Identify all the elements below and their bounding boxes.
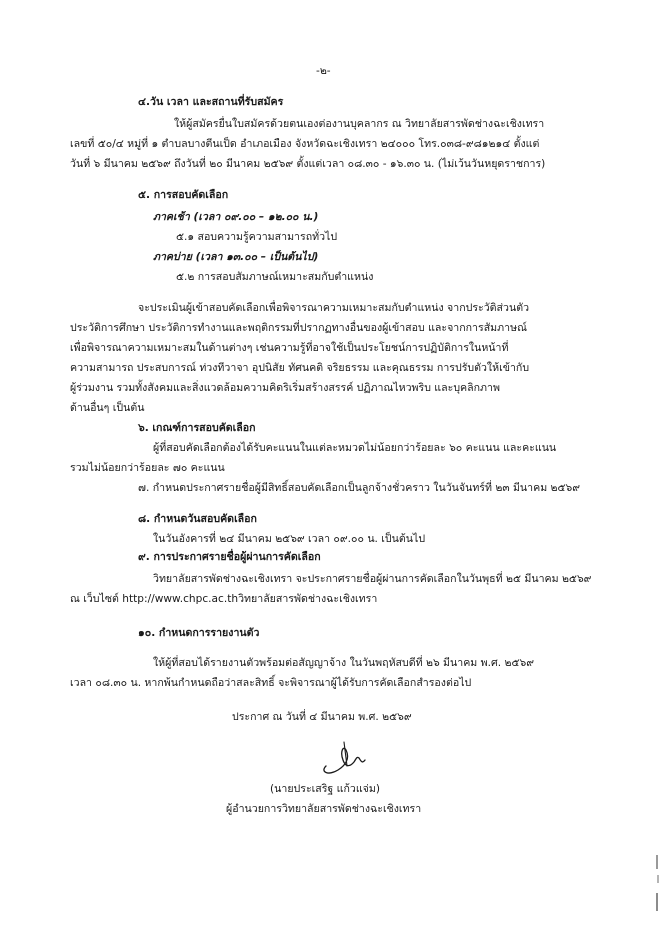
section-4-line: เลขที่ ๕๐/๔ หมู่ที่ ๑ ตำบลบางตีนเป็ด อำเภอเมือง จังหวัดฉะเชิงเทรา ๒๔๐๐๐ โทร.๐๓๘-๙๘๑๒๑๔ ตั้งแต่ (70, 138, 540, 150)
evaluation-paragraph-line: จะประเมินผู้เข้าสอบคัดเลือกเพื่อพิจารณาความเหมาะสมกับตำแหน่ง จากประวัติส่วนตัว (138, 302, 530, 314)
section-10-line: เวลา ๐๘.๓๐ น. หากพ้นกำหนดถือว่าสละสิทธิ์ จะพิจารณาผู้ได้รับการคัดเลือกสำรองต่อไป (70, 677, 472, 689)
section-9-heading: ๙. การประกาศรายชื่อผู้ผ่านการคัดเลือก (138, 551, 321, 563)
section-9-line: ณ เว็บไซต์ http://www.chpc.ac.thวิทยาลัยสารพัดช่างฉะเชิงเทรา (70, 593, 378, 605)
section-8-heading: ๘. กำหนดวันสอบคัดเลือก (138, 513, 257, 525)
section-9-line: วิทยาลัยสารพัดช่างฉะเชิงเทรา จะประกาศรายชื่อผู้ผ่านการคัดเลือกในวันพุธที่ ๒๕ มีนาคม ๒๕๖๙ (153, 573, 592, 585)
section-7-line: ๗. กำหนดประกาศรายชื่อผู้มีสิทธิ์สอบคัดเลือกเป็นลูกจ้างชั่วคราว ในวันจันทร์ที่ ๒๓ มีนาคม ๒๕๖๙ (138, 482, 581, 494)
evaluation-paragraph-line: ผู้ร่วมงาน รวมทั้งสังคมและสิ่งแวดล้อมความคิดริเริ่มสร้างสรรค์ ปฏิภาณไหวพริบ และบุคลิกภาพ (70, 382, 500, 394)
page-number: -๒- (316, 65, 331, 77)
signer-title: ผู้อำนวยการวิทยาลัยสารพัดช่างฉะเชิงเทรา (226, 803, 422, 815)
section-6-heading: ๖. เกณฑ์การสอบคัดเลือก (138, 422, 256, 434)
section-5-1-item: ๕.๑ สอบความรู้ความสามารถทั่วไป (176, 231, 338, 243)
section-4-heading: ๔.วัน เวลา และสถานที่รับสมัคร (138, 96, 284, 108)
scan-edge-mark (655, 855, 661, 915)
afternoon-session-label: ภาคบ่าย (เวลา ๑๓.๐๐ – เป็นต้นไป) (153, 251, 319, 263)
evaluation-paragraph-line: เพื่อพิจารณาความเหมาะสมในด้านต่างๆ เช่นความรู้ที่อาจใช้เป็นประโยชน์การปฏิบัติการในหน้าที่ (70, 342, 509, 354)
section-10-line: ให้ผู้ที่สอบได้รายงานตัวพร้อมต่อสัญญาจ้าง ในวันพฤหัสบดีที่ ๒๖ มีนาคม พ.ศ. ๒๕๖๙ (153, 657, 534, 669)
signature-image (316, 736, 372, 778)
section-4-line: วันที่ ๖ มีนาคม ๒๕๖๙ ถึงวันที่ ๒๐ มีนาคม ๒๕๖๙ ตั้งแต่เวลา ๐๘.๓๐ - ๑๖.๓๐ น. (ไม่เว้นวันหยุดราชการ) (70, 158, 546, 170)
evaluation-paragraph-line: ประวัติการศึกษา ประวัติการทำงานและพฤติกรรมที่ปรากฏทางอื่นของผู้เข้าสอบ และจากการสัมภาษณ์ (70, 322, 527, 334)
evaluation-paragraph-line: ความสามารถ ประสบการณ์ ท่วงทีวาจา อุปนิสัย ทัศนคติ จริยธรรม และคุณธรรม การปรับตัวให้เข้ากับ (70, 362, 530, 374)
section-6-line: รวมไม่น้อยกว่าร้อยละ ๗๐ คะแนน (70, 462, 225, 474)
evaluation-paragraph-line: ด้านอื่นๆ เป็นต้น (70, 402, 145, 414)
section-8-line: ในวันอังคารที่ ๒๔ มีนาคม ๒๕๖๙ เวลา ๐๙.๐๐ น. เป็นต้นไป (153, 533, 426, 545)
section-10-heading: ๑๐. กำหนดการรายงานตัว (138, 627, 260, 639)
section-5-2-item: ๕.๒ การสอบสัมภาษณ์เหมาะสมกับตำแหน่ง (176, 271, 374, 283)
announcement-date: ประกาศ ณ วันที่ ๔ มีนาคม พ.ศ. ๒๕๖๙ (232, 711, 412, 723)
signer-name: (นายประเสริฐ แก้วแจ่ม) (270, 783, 380, 795)
morning-session-label: ภาคเช้า (เวลา ๐๙.๐๐ – ๑๒.๐๐ น.) (153, 211, 319, 223)
section-5-heading: ๕. การสอบคัดเลือก (138, 189, 229, 201)
section-6-line: ผู้ที่สอบคัดเลือกต้องได้รับคะแนนในแต่ละหมวดไม่น้อยกว่าร้อยละ ๖๐ คะแนน และคะแนน (153, 442, 557, 454)
section-4-line: ให้ผู้สมัครยื่นใบสมัครด้วยตนเองต่องานบุคลากร ณ วิทยาลัยสารพัดช่างฉะเชิงเทรา (174, 118, 545, 130)
